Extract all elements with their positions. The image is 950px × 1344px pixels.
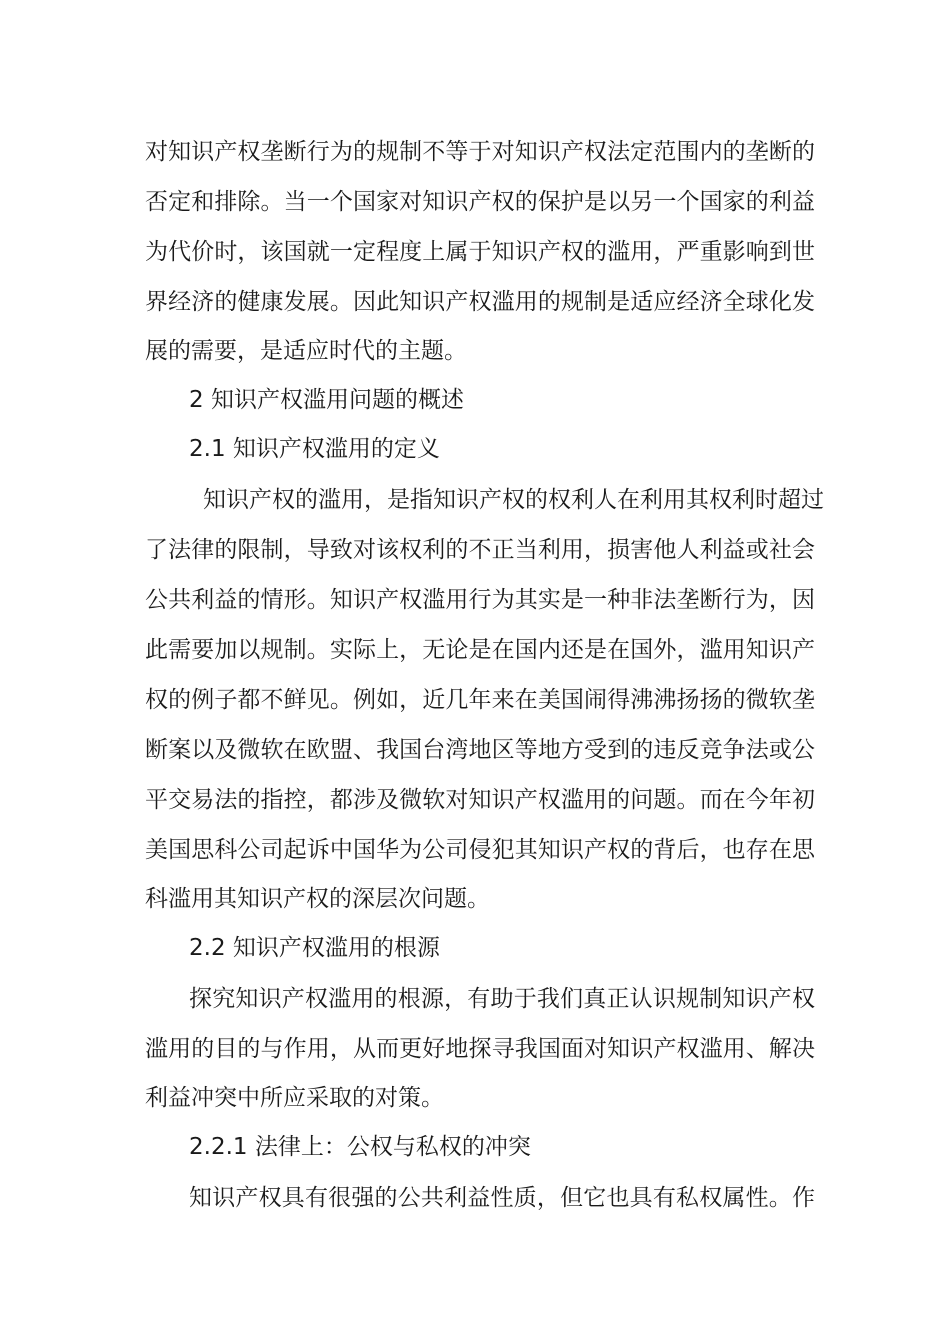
paragraph-line: 知识产权的滥用，是指知识产权的权利人在利用其权利时超过	[203, 487, 824, 513]
paragraph-line: 知识产权具有很强的公共利益性质，但它也具有私权属性。作	[189, 1185, 815, 1211]
paragraph-line: 对知识产权垄断行为的规制不等于对知识产权法定范围内的垄断的	[145, 139, 815, 165]
paragraph-line: 利益冲突中所应采取的对策。	[145, 1085, 444, 1111]
paragraph-line: 为代价时，该国就一定程度上属于知识产权的滥用，严重影响到世	[145, 239, 815, 265]
paragraph-line: 科滥用其知识产权的深层次问题。	[145, 886, 490, 912]
subsection-heading: 2.1 知识产权滥用的定义	[189, 436, 440, 462]
paragraph-line: 探究知识产权滥用的根源，有助于我们真正认识规制知识产权	[189, 986, 815, 1012]
paragraph-line: 展的需要，是适应时代的主题。	[145, 338, 467, 364]
paragraph-line: 断案以及微软在欧盟、我国台湾地区等地方受到的违反竞争法或公	[145, 737, 815, 763]
paragraph-line: 界经济的健康发展。因此知识产权滥用的规制是适应经济全球化发	[145, 289, 815, 315]
paragraph-line: 权的例子都不鲜见。例如，近几年来在美国闹得沸沸扬扬的微软垄	[145, 687, 815, 713]
paragraph-line: 平交易法的指控，都涉及微软对知识产权滥用的问题。而在今年初	[145, 787, 815, 813]
paragraph-line: 滥用的目的与作用，从而更好地探寻我国面对知识产权滥用、解决	[145, 1036, 815, 1062]
paragraph-line: 了法律的限制，导致对该权利的不正当利用，损害他人利益或社会	[145, 537, 815, 563]
paragraph-line: 此需要加以规制。实际上，无论是在国内还是在国外，滥用知识产	[145, 637, 815, 663]
section-heading: 2 知识产权滥用问题的概述	[189, 387, 464, 413]
paragraph-line: 美国思科公司起诉中国华为公司侵犯其知识产权的背后，也存在思	[145, 837, 815, 863]
subsection-heading: 2.2 知识产权滥用的根源	[189, 935, 440, 961]
paragraph-line: 公共利益的情形。知识产权滥用行为其实是一种非法垄断行为，因	[145, 587, 815, 613]
subsubsection-heading: 2.2.1 法律上：公权与私权的冲突	[189, 1134, 531, 1160]
paragraph-line: 否定和排除。当一个国家对知识产权的保护是以另一个国家的利益	[145, 189, 815, 215]
